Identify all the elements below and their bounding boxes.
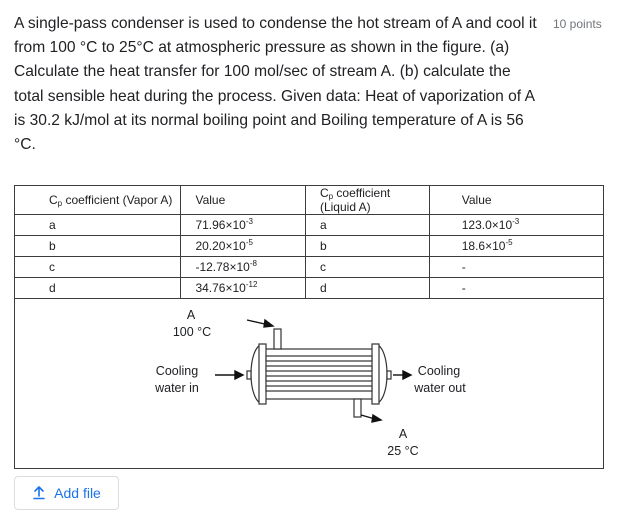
liquid-coefficient-cell: c: [305, 257, 429, 278]
outlet-stream-label: A: [398, 427, 408, 441]
cooling-out-arrow-head: [403, 371, 411, 379]
cooling-water-out-label-2: water out: [414, 381, 466, 395]
points-label: 10 points: [553, 17, 602, 31]
upload-icon: [32, 486, 46, 500]
vapor-value-cell: $20.20\times 10^{-5}$: [181, 236, 306, 257]
add-file-button[interactable]: [14, 476, 119, 510]
shell-outlet-nozzle: [354, 399, 361, 417]
vapor-coefficient-cell: d: [15, 278, 181, 299]
right-tube-sheet: [372, 344, 379, 404]
vapor-value-cell: $71.96\times 10^{-3}$: [181, 215, 306, 236]
shell-inlet-nozzle: [274, 329, 281, 349]
cooling-water-in-label-2: water in: [155, 381, 199, 395]
liquid-coefficient-cell: b: [305, 236, 429, 257]
liquid-value-cell: -: [429, 278, 603, 299]
liquid-coefficient-cell: d: [305, 278, 429, 299]
vapor-value-cell: $34.76\times 10^{-12}$: [181, 278, 306, 299]
header-value-liquid: Value: [429, 186, 603, 215]
vapor-value-cell: $-12.78\times 10^{-8}$: [181, 257, 306, 278]
outlet-temperature-label: 25 °C: [387, 444, 419, 458]
cooling-in-arrow-head: [235, 371, 243, 379]
cooling-out-nozzle: [387, 371, 391, 379]
liquid-coefficient-cell: a: [305, 215, 429, 236]
inlet-stream-label: A: [186, 308, 196, 322]
liquid-value-cell: $123.0\times 10^{-3}$: [429, 215, 603, 236]
cooling-in-nozzle: [247, 371, 251, 379]
question-text: A single-pass condenser is used to condense the hot stream of A and cool it from 100 °C to 25°C at atmospheric pressure as shown in the figure. (a) Calculate the heat transfer for 100 mol/sec of stream A. (b) calculate the total sensible heat during the process. Given data: Heat of vaporization of A is 30.2 kJ/mol at its normal boiling point and Boiling temperature of A is 56 °C.: [14, 15, 537, 154]
inlet-arrow-head: [264, 320, 273, 327]
cooling-water-out-label-1: Cooling: [417, 364, 461, 378]
condenser-diagram: [15, 186, 603, 468]
liquid-value-cell: -: [429, 257, 603, 278]
header-value-vapor: Value: [181, 186, 306, 215]
outlet-arrow-head: [372, 415, 381, 422]
cooling-water-in-label-1: Cooling: [155, 364, 199, 378]
vapor-coefficient-cell: c: [15, 257, 181, 278]
question-figure: [14, 185, 604, 469]
vapor-coefficient-cell: b: [15, 236, 181, 257]
left-tube-sheet: [259, 344, 266, 404]
add-file-label: Add file: [54, 485, 101, 501]
header-liquid-coefficient: $C_p$ coefficient (Liquid A): [305, 186, 429, 215]
liquid-value-cell: $18.6\times 10^{-5}$: [429, 236, 603, 257]
header-vapor-coefficient: $C_p$ coefficient (Vapor A): [15, 186, 181, 215]
vapor-coefficient-cell: a: [15, 215, 181, 236]
inlet-temperature-label: 100 °C: [172, 325, 212, 339]
